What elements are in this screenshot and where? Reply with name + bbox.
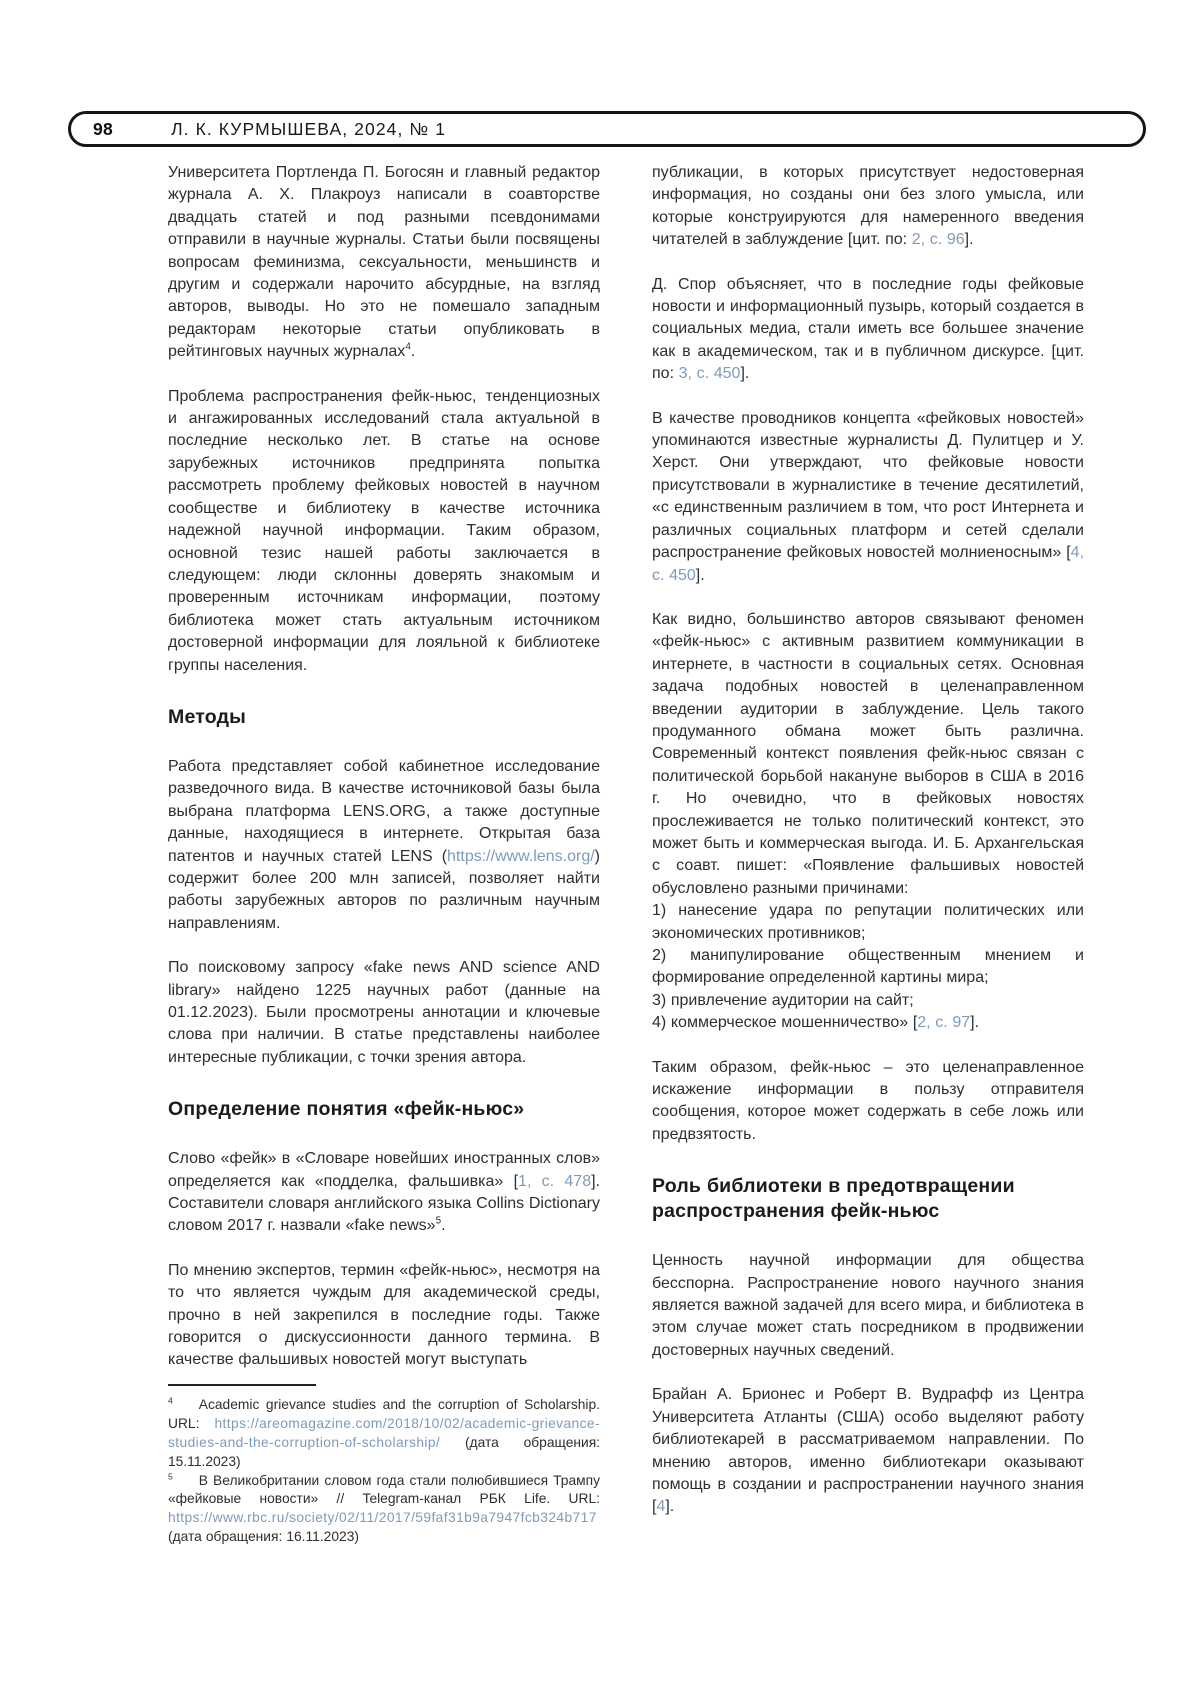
citation-link[interactable]: 4, с. 450 xyxy=(652,544,1084,584)
footnote-marker[interactable]: 5 xyxy=(435,1216,442,1228)
left-column xyxy=(168,162,600,1547)
footnote: $^4$ Academic grievance studies and the corruption of Scholarship. URL: https://areomagazine.com/2018/10/02/academic-grievance-studies-and-the-corruption-of-scholarship/ (дата обращения: 15.11.2023) xyxy=(168,1395,600,1469)
footnote-separator xyxy=(168,1384,316,1386)
citation-link[interactable]: 2, с. 97 xyxy=(917,1014,971,1032)
citation-link[interactable]: 3, с. 450 xyxy=(678,365,741,383)
paragraph: Брайан А. Брионес и Роберт В. Вудрафф из Центра Университета Атланты (США) особо выделяют работу библиотекарей в рассматриваемом направлении. По мнению авторов, именно библиотекари оказывают помощь в создании и распространении научного знания [4]. xyxy=(652,1386,1084,1516)
paragraph: Ценность научной информации для общества бесспорна. Распространение нового научного знания является важной задачей для всего мира, и библиотека в этом случае может стать посредником в продвижении достоверных научных сведений. xyxy=(652,1252,1084,1359)
paragraph: Работа представляет собой кабинетное исследование разведочного вида. В качестве источниковой базы была выбрана платформа LENS.ORG, а также доступные данные, находящиеся в интернете. Открытая база патентов и научных статей LENS (https://www.lens.org/) содержит более 200 млн записей, позволяет найти работы зарубежных авторов по различным научным направлениям. xyxy=(168,757,600,932)
citation-link[interactable]: 2, с. 96 xyxy=(911,231,965,249)
url-link[interactable]: https://areomagazine.com/2018/10/02/academic-grievance-studies-and-the-corruption-of-scholarship/ xyxy=(168,1415,600,1450)
paragraph: Как видно, большинство авторов связывают феномен «фейк-ньюс» с активным развитием коммуникации в интернете, в частности в социальных сетях. Основная задача подобных новостей в целенаправленном введении аудитории в заблуждение. Цель такого продуманного обмана может быть различна. Современный контекст появления фейк-ньюс связан с политической борьбой накануне выборов в США в 2016 г. Но очевидно, что в фейковых новостях прослеживается не только политический контекст, это может быть и коммерческая выгода. И. Б. Архангельская с соавт. пишет: «Появление фальшивых новостей обусловлено разными причинами: 1) нанесение удара по репутации политических или экономических противников; 2) манипулирование общественным мнением и формирование определенной картины мира; 3) привлечение аудитории на сайт; 4) коммерческое мошенничество» [2, с. 97]. xyxy=(652,610,1084,1032)
paragraph: По мнению экспертов, термин «фейк-ньюс», несмотря на то что является чуждым для академической среды, прочно в ней закрепился в последние годы. Также говорится о дискуссионности данного термина. В качестве фальшивых новостей могут выступать xyxy=(168,1261,600,1369)
citation-link[interactable]: 1, с. 478 xyxy=(518,1172,592,1190)
section-heading: Роль библиотеки в предотвращении распространения фейк-ньюс xyxy=(652,1175,1015,1223)
paragraph: По поисковому запросу «fake news AND science AND library» найдено 1225 научных работ (данные на 01.12.2023). Были просмотрены аннотации и ключевые слова при наличии. В статье представлены наиболее интересные публикации, с точки зрения автора. xyxy=(168,959,600,1066)
page-number: 98 xyxy=(93,118,114,139)
paragraph: Слово «фейк» в «Словаре новейших иностранных слов» определяется как «подделка, фальшивка» [1, с. 478]. Составители словаря английского языка Collins Dictionary словом 2017 г. назвали «fake news»$^5$. xyxy=(168,1150,600,1235)
section-heading: Методы xyxy=(168,705,247,728)
paragraph: Таким образом, фейк-ньюс – это целенаправленное искажение информации в пользу отправителя сообщения, которое может содержать в себе ложь или предвзятость. xyxy=(652,1058,1084,1143)
url-link[interactable]: https://www.lens.org/ xyxy=(447,847,595,865)
footnote-marker[interactable]: 4 xyxy=(168,1395,173,1406)
paragraph: Д. Спор объясняет, что в последние годы фейковые новости и информационный пузырь, который создается в социальных медиа, стали иметь все большее значение как в академическом, так и в публичном дискурсе. [цит. по: 3, с. 450]. xyxy=(652,275,1084,383)
footnote-marker[interactable]: 5 xyxy=(168,1470,173,1481)
footnote-marker[interactable]: 4 xyxy=(405,341,411,353)
paragraph: публикации, в которых присутствует недостоверная информация, но созданы они без злого умысла, или которые конструируются для намеренного введения читателей в заблуждение [цит. по: 2, с. 96]. xyxy=(652,164,1084,249)
paragraph: В качестве проводников концепта «фейковых новостей» упоминаются известные журналисты Д. Пулитцер и У. Херст. Они утверждают, что фейковые новости присутствовали в журналистике в течение десятилетий, «с единственным различием в том, что рост Интернета и различных социальных платформ и сетей сделали распространение фейковых новостей молниеносным» [4, с. 450]. xyxy=(652,409,1084,584)
paragraph: Проблема распространения фейк-ньюс, тенденциозных и ангажированных исследований стала актуальной в последние несколько лет. В статье на основе зарубежных источников предпринята попытка рассмотреть проблему фейковых новостей в научном сообществе и библиотеку в качестве источника надежной научной информации. Таким образом, основной тезис нашей работы заключается в следующем: люди склонны доверять знакомым и проверенным источникам информации, поэтому библиотека может стать актуальным источником достоверной информации для лояльной к библиотеке группы населения. xyxy=(168,387,600,674)
running-header xyxy=(68,111,1146,147)
right-column xyxy=(652,162,1084,1541)
footnote: $^5$ В Великобритании словом года стали полюбившиеся Трампу «фейковые новости» // Telegram-канал РБК Life. URL: https://www.rbc.ru/society/02/11/2017/59faf31b9a7947fcb324b717 (дата обращения: 16.11.2023) xyxy=(168,1470,600,1545)
url-link[interactable]: https://www.rbc.ru/society/02/11/2017/59faf31b9a7947fcb324b717 xyxy=(168,1510,597,1526)
running-title: Л. К. КУРМЫШЕВА, 2024, № 1 xyxy=(171,118,447,139)
citation-link[interactable]: 4 xyxy=(656,1498,666,1516)
section-heading: Определение понятия «фейк-ньюс» xyxy=(168,1098,525,1121)
paragraph: Университета Портленда П. Богосян и главный редактор журнала А. Х. Плакроуз написали в соавторстве двадцать статей и под разными псевдонимами отправили в научные журналы. Статьи были посвящены вопросам феминизма, сексуальности, меньшинств и другим и содержали нарочито абсурдные, на взгляд авторов, выводы. Но это не помешало западным редакторам некоторые статьи опубликовать в рейтинговых научных журналах$^4$. xyxy=(168,164,600,361)
